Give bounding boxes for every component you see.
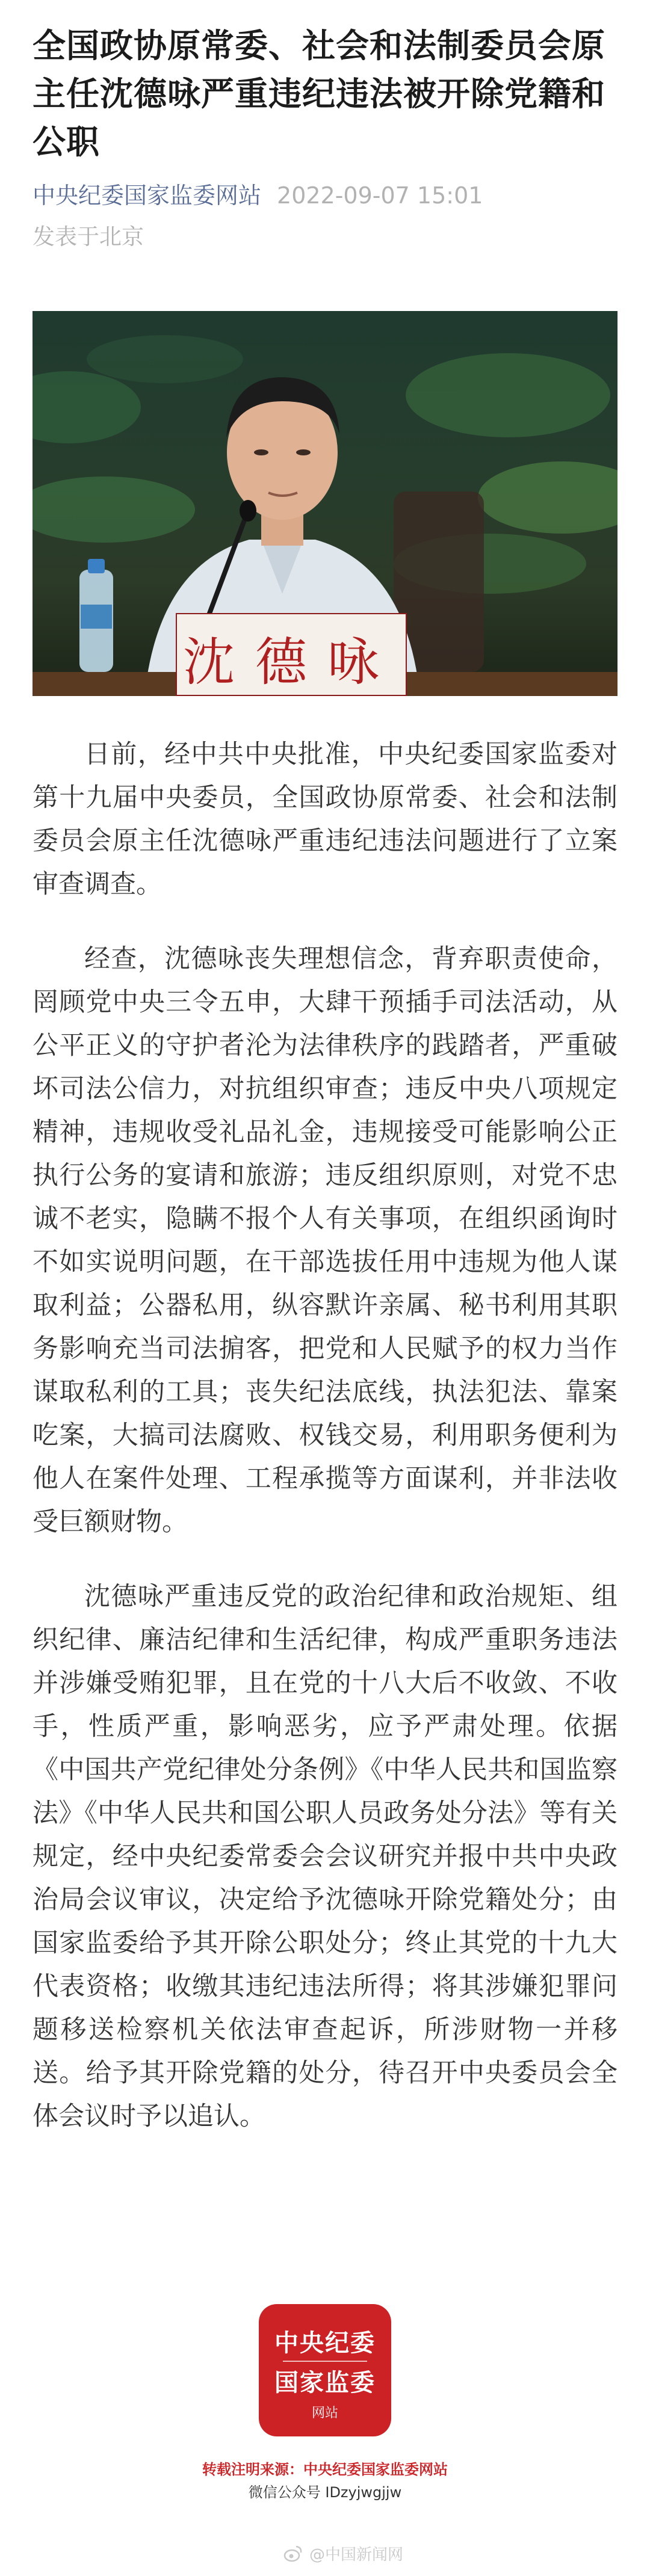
publish-date: 2022-09-07 15:01	[277, 182, 483, 209]
watermark	[283, 2541, 403, 2565]
paragraph-1: 日前，经中共中央批准，中央纪委国家监委对第十九届中央委员，全国政协原常委、社会和法制委员会原主任沈德咏严重违纪违法问题进行了立案审查调查。	[32, 739, 618, 899]
source-link[interactable]: 中央纪委国家监委网站	[32, 182, 262, 209]
logo-line-3: 网站	[311, 2406, 338, 2421]
weibo-icon	[283, 2543, 303, 2563]
nameplate	[176, 613, 407, 696]
logo-divider	[283, 2361, 367, 2362]
watermark-text: @中国新闻网	[309, 2545, 404, 2564]
nameplate-text: 沈德咏	[183, 632, 400, 692]
repost-notice: 转载注明来源：中央纪委国家监委网站	[202, 2461, 448, 2478]
article-meta	[32, 180, 483, 211]
paragraph-2: 经查，沈德咏丧失理想信念，背弃职责使命，罔顾党中央三令五申，大肆干预插手司法活动，从公平正义的守护者沦为法律秩序的践踏者，严重破坏司法公信力，对抗组织审查；违反中央八项规定精神，违规收受礼品礼金，违规接受可能影响公正执行公务的宴请和旅游；违反组织原则，对党不忠诚不老实，隐瞒不报个人有关事项，在组织函询时不如实说明问题，在干部选拔任用中违规为他人谋取利益；公器私用，纵容默许亲属、秘书利用其职务影响充当司法掮客，把党和人民赋予的权力当作谋取私利的工具；丧失纪法底线，执法犯法、靠案吃案，大搞司法腐败、权钱交易，利用职务便利为他人在案件处理、工程承揽等方面谋利，并非法收受巨额财物。	[32, 944, 618, 1537]
paragraph-3: 沈德咏严重违反党的政治纪律和政治规矩、组织纪律、廉洁纪律和生活纪律，构成严重职务违法并涉嫌受贿犯罪，且在党的十八大后不收敛、不收手，性质严重，影响恶劣，应予严肃处理。依据《中国共产党纪律处分条例》《中华人民共和国监察法》《中华人民共和国公职人员政务处分法》等有关规定，经中央纪委常委会会议研究并报中共中央政治局会议审议，决定给予沈德咏开除党籍处分；由国家监委给予其开除公职处分；终止其党的十九大代表资格；收缴其违纪违法所得；将其涉嫌犯罪问题移送检察机关依法审查起诉，所涉财物一并移送。给予其开除党籍的处分，待召开中央委员会全体会议时予以追认。	[32, 1582, 618, 2131]
publish-location: 发表于北京	[32, 224, 144, 250]
article-photo	[32, 311, 618, 696]
article-title: 全国政协原常委、社会和法制委员会原主任沈德咏严重违纪违法被开除党籍和公职	[32, 26, 606, 161]
logo-line-2: 国家监委	[274, 2368, 376, 2397]
ccdi-logo	[259, 2304, 391, 2436]
logo-line-1: 中央纪委	[274, 2329, 376, 2357]
wechat-id: 微信公众号 IDzyjwgjjw	[248, 2484, 402, 2501]
